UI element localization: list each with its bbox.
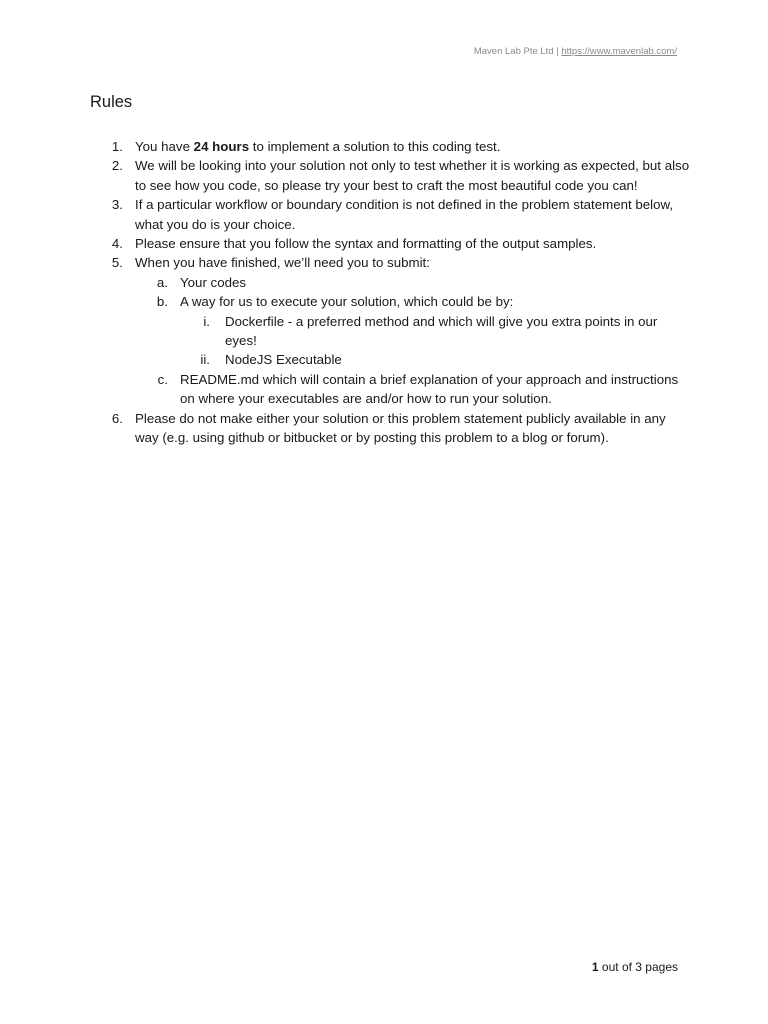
rule-emphasis: 24 hours	[193, 139, 250, 154]
sub-item-a	[135, 273, 690, 292]
execution-methods-list	[180, 312, 690, 370]
rule-item-5	[90, 253, 690, 408]
rule-text: If a particular workflow or boundary condition is not defined in the problem statement below, what you do is your choice.	[135, 197, 674, 232]
rule-text: to implement a solution to this coding test.	[249, 139, 501, 154]
list-marker: b.	[156, 294, 168, 310]
rule-text: Please do not make either your solution or this problem statement publicly available in any way (e.g. using github or bitbucket or by posting this problem to a blog or forum).	[135, 410, 666, 446]
list-marker: i.	[203, 313, 210, 329]
rule-text: We will be looking into your solution not only to test whether it is working as expected, but also to see how you code, so please try your best to craft the most beautiful code you can!	[135, 158, 690, 193]
rules-list	[90, 137, 690, 448]
list-marker: 4.	[111, 236, 123, 252]
list-marker: ii.	[200, 352, 210, 368]
company-name: Maven Lab Pte Ltd	[473, 46, 554, 57]
sub-item-text: README.md which will contain a brief explanation of your approach and instructions on where your executables are and/or how to run your solution.	[180, 371, 679, 407]
rule-item-1	[90, 137, 690, 156]
sub-item-c	[135, 370, 690, 409]
rule-text: When you have finished, we’ll need you to submit:	[135, 255, 430, 271]
header-separator: |	[553, 46, 562, 57]
list-marker: 5.	[111, 255, 123, 271]
rule-text: Please ensure that you follow the syntax and formatting of the output samples.	[135, 236, 597, 252]
sub-item-text: Your codes	[180, 274, 247, 290]
sub-sub-item-text: NodeJS Executable	[225, 352, 342, 368]
list-marker: a.	[156, 274, 168, 290]
sub-item-b	[135, 292, 690, 370]
rule-text: You have	[135, 139, 194, 154]
company-website-link[interactable]: https://www.mavenlab.com/	[561, 46, 677, 57]
list-marker: 3.	[111, 197, 123, 213]
page-header	[474, 46, 677, 57]
rule-item-6	[90, 409, 690, 448]
rule-item-3	[90, 195, 690, 234]
page-title: Rules	[90, 93, 133, 111]
rule-item-2	[90, 156, 690, 195]
rule-item-4	[90, 234, 690, 253]
list-marker: 2.	[111, 158, 123, 174]
list-marker: 1.	[111, 139, 123, 154]
list-marker: c.	[157, 371, 168, 387]
sub-item-text: A way for us to execute your solution, which could be by:	[180, 294, 514, 310]
sub-sub-item-i	[180, 312, 690, 351]
page-counter	[592, 960, 678, 974]
submission-list	[135, 273, 690, 409]
list-marker: 6.	[111, 410, 123, 426]
current-page-number: 1	[591, 960, 599, 974]
sub-sub-item-text: Dockerfile - a preferred method and which will give you extra points in our eyes!	[225, 313, 658, 349]
page-count-text: out of 3 pages	[598, 960, 678, 974]
sub-sub-item-ii	[180, 350, 690, 369]
